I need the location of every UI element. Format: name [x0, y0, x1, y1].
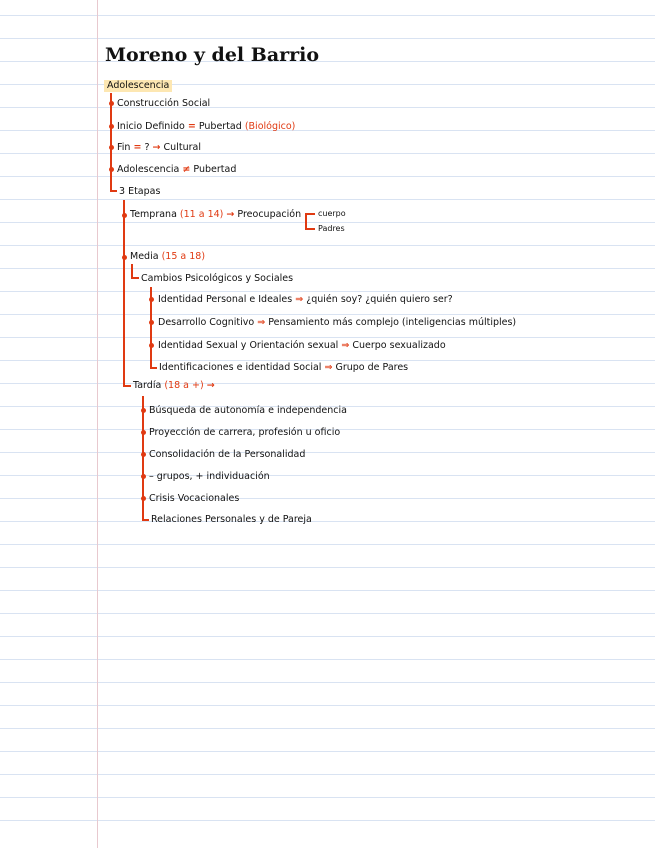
- bullet-dot: [141, 430, 146, 435]
- tardia-bracket: [142, 396, 144, 521]
- item-fin: [117, 142, 201, 154]
- bullet-dot: [141, 452, 146, 457]
- implies-arrow-icon: ⇒: [295, 294, 304, 305]
- media-item-identidad-personal: [158, 294, 453, 306]
- media-item-identidad-sexual: [158, 340, 446, 352]
- bullet-dot: [109, 124, 114, 129]
- media-bracket: [131, 264, 133, 278]
- tardia-item: Crisis Vocacionales: [149, 493, 240, 504]
- temprana-range: (11 a 14): [179, 209, 224, 220]
- bracket-hook: [305, 228, 315, 230]
- implies-arrow-icon: ⇒: [257, 317, 266, 328]
- tardia-item: – grupos, + individuación: [149, 471, 270, 482]
- arrow-right-icon: →: [206, 380, 215, 391]
- tardia-label: Tardía: [133, 380, 162, 391]
- media-subtitle: Cambios Psicológicos y Sociales: [141, 273, 294, 284]
- tardia-item: Consolidación de la Personalidad: [149, 449, 306, 460]
- media-item-identificaciones: [159, 362, 408, 374]
- pubertad-label: Pubertad: [193, 164, 237, 175]
- item-inicio: [117, 121, 295, 133]
- media-label: Media: [130, 251, 159, 262]
- bracket-hook: [123, 385, 131, 387]
- tardia-item: Proyección de carrera, profesión u oficio: [149, 427, 341, 438]
- implies-arrow-icon: ⇒: [324, 362, 333, 373]
- media-item-left: Desarrollo Cognitivo: [158, 317, 255, 328]
- bullet-dot: [109, 167, 114, 172]
- topic-highlight: Adolescencia: [104, 80, 172, 92]
- item-etapas: 3 Etapas: [119, 186, 161, 197]
- equals-symbol: =: [133, 142, 142, 153]
- bullet-dot: [109, 145, 114, 150]
- adolescencia-label: Adolescencia: [117, 164, 180, 175]
- temprana-label: Temprana: [130, 209, 177, 220]
- bracket-hook: [131, 277, 139, 279]
- fin-label: Fin: [117, 142, 131, 153]
- bullet-dot: [122, 255, 127, 260]
- tardia-line: [133, 380, 215, 392]
- temprana-item-padres: Padres: [318, 224, 345, 233]
- arrow-right-icon: →: [226, 209, 235, 220]
- bullet-dot: [149, 343, 154, 348]
- tardia-range: (18 a +): [164, 380, 204, 391]
- bracket-hook: [305, 213, 315, 215]
- bullet-dot: [141, 474, 146, 479]
- implies-arrow-icon: ⇒: [341, 340, 350, 351]
- main-bracket: [110, 93, 112, 191]
- bracket-hook: [142, 519, 149, 521]
- tardia-item: Búsqueda de autonomía e independencia: [149, 405, 347, 416]
- question-mark: ?: [144, 142, 150, 153]
- item-adolescencia: [117, 164, 236, 176]
- biologico-label: (Biológico): [244, 121, 296, 132]
- item-construccion: Construcción Social: [117, 98, 211, 109]
- media-range: (15 a 18): [161, 251, 206, 262]
- media-item-desarrollo: [158, 317, 516, 329]
- arrow-right-icon: →: [152, 142, 161, 153]
- temprana-item-cuerpo: cuerpo: [318, 209, 346, 218]
- bullet-dot: [122, 213, 127, 218]
- bullet-dot: [149, 320, 154, 325]
- equals-symbol: =: [187, 121, 196, 132]
- bullet-dot: [149, 297, 154, 302]
- media-item-right: Pensamiento más complejo (inteligencias múltiples): [268, 317, 517, 328]
- temprana-line: [130, 209, 301, 221]
- margin-line: [97, 0, 98, 848]
- cultural-label: Cultural: [163, 142, 201, 153]
- etapas-bracket: [123, 200, 125, 386]
- tardia-item: Relaciones Personales y de Pareja: [151, 514, 312, 525]
- bullet-dot: [141, 408, 146, 413]
- media-item-right: Grupo de Pares: [335, 362, 409, 373]
- media-item-left: Identificaciones e identidad Social: [159, 362, 322, 373]
- inicio-label: Inicio Definido: [117, 121, 185, 132]
- bracket-hook: [110, 190, 117, 192]
- page-title: Moreno y del Barrio: [105, 44, 320, 66]
- media-line: [130, 251, 205, 263]
- media-item-right: ¿quién soy? ¿quién quiero ser?: [306, 294, 453, 305]
- preocupacion-label: Preocupación: [237, 209, 302, 220]
- media-item-left: Identidad Personal e Ideales: [158, 294, 293, 305]
- pubertad-label: Pubertad: [198, 121, 242, 132]
- not-equals-symbol: ≠: [182, 164, 191, 175]
- media-item-right: Cuerpo sexualizado: [352, 340, 446, 351]
- bullet-dot: [109, 101, 114, 106]
- bracket-hook: [150, 367, 157, 369]
- media-item-left: Identidad Sexual y Orientación sexual: [158, 340, 339, 351]
- bullet-dot: [141, 496, 146, 501]
